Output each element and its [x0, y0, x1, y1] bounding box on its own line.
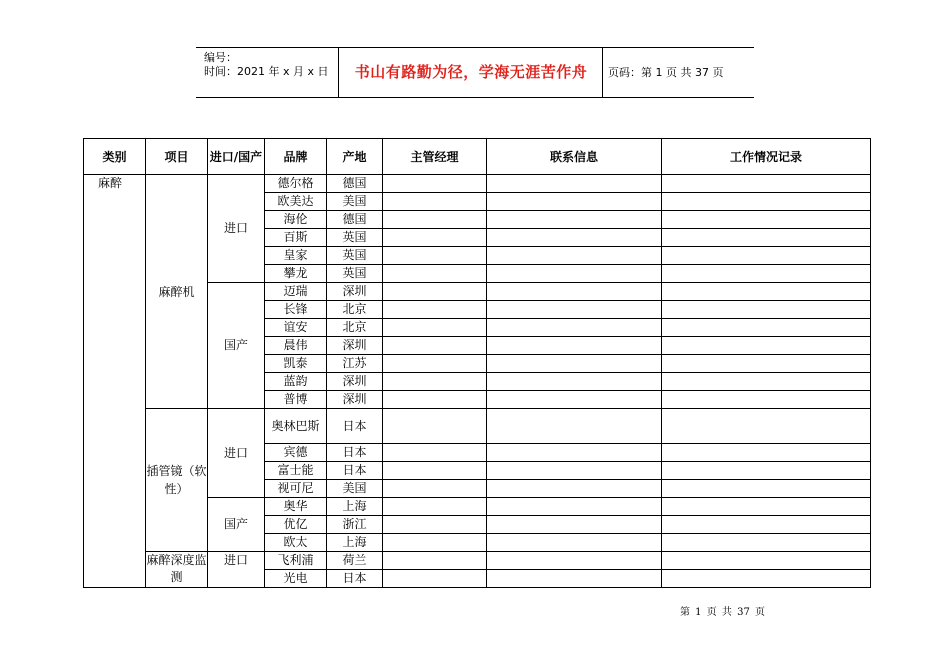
manager-cell[interactable]	[383, 498, 487, 516]
brand-cell: 普博	[265, 391, 327, 409]
brand-cell: 宾德	[265, 444, 327, 462]
contact-cell[interactable]	[487, 570, 662, 588]
brand-cell: 蓝韵	[265, 373, 327, 391]
contact-cell[interactable]	[487, 355, 662, 373]
record-cell[interactable]	[662, 409, 871, 444]
contact-cell[interactable]	[487, 534, 662, 552]
brand-cell: 奥华	[265, 498, 327, 516]
brand-cell: 迈瑞	[265, 283, 327, 301]
brand-cell: 攀龙	[265, 265, 327, 283]
header-category: 类别	[84, 139, 146, 175]
brand-cell: 谊安	[265, 319, 327, 337]
table-row	[84, 552, 871, 570]
contact-cell[interactable]	[487, 229, 662, 247]
table-header-row	[84, 139, 871, 175]
header-brand: 品牌	[265, 139, 327, 175]
manager-cell[interactable]	[383, 462, 487, 480]
origin-cell: 英国	[327, 229, 383, 247]
header-manager: 主管经理	[383, 139, 487, 175]
origin-cell: 德国	[327, 211, 383, 229]
item-anesthesia-machine: 麻醉机	[146, 175, 208, 409]
header-page-code: 页码：第 1 页 共 37 页	[608, 66, 724, 79]
contact-cell[interactable]	[487, 319, 662, 337]
origin-cell: 北京	[327, 301, 383, 319]
brand-cell: 光电	[265, 570, 327, 588]
contact-cell[interactable]	[487, 265, 662, 283]
record-cell[interactable]	[662, 229, 871, 247]
table-row	[84, 409, 871, 444]
origin-cell: 浙江	[327, 516, 383, 534]
time-label: 时间：2021 年 x 月 x 日	[204, 65, 329, 78]
record-cell[interactable]	[662, 534, 871, 552]
manager-cell[interactable]	[383, 552, 487, 570]
record-cell[interactable]	[662, 247, 871, 265]
origin-type-import: 进口	[208, 175, 265, 283]
record-cell[interactable]	[662, 265, 871, 283]
record-cell[interactable]	[662, 319, 871, 337]
manager-cell[interactable]	[383, 283, 487, 301]
record-cell[interactable]	[662, 373, 871, 391]
origin-cell: 英国	[327, 265, 383, 283]
brand-cell: 富士能	[265, 462, 327, 480]
record-cell[interactable]	[662, 462, 871, 480]
contact-cell[interactable]	[487, 498, 662, 516]
manager-cell[interactable]	[383, 516, 487, 534]
item-depth-monitor: 麻醉深度监测	[146, 552, 208, 588]
record-cell[interactable]	[662, 498, 871, 516]
origin-cell: 美国	[327, 193, 383, 211]
brand-cell: 皇家	[265, 247, 327, 265]
manager-cell[interactable]	[383, 570, 487, 588]
manager-cell[interactable]	[383, 229, 487, 247]
manager-cell[interactable]	[383, 319, 487, 337]
brand-cell: 飞利浦	[265, 552, 327, 570]
header-divider	[602, 48, 603, 97]
manager-cell[interactable]	[383, 175, 487, 193]
origin-type-import: 进口	[208, 552, 265, 588]
origin-cell: 深圳	[327, 283, 383, 301]
manager-cell[interactable]	[383, 373, 487, 391]
brand-cell: 长锋	[265, 301, 327, 319]
origin-cell: 日本	[327, 444, 383, 462]
contact-cell[interactable]	[487, 516, 662, 534]
brand-cell: 海伦	[265, 211, 327, 229]
brand-cell: 凯泰	[265, 355, 327, 373]
record-cell[interactable]	[662, 570, 871, 588]
manager-cell[interactable]	[383, 355, 487, 373]
brand-cell: 欧太	[265, 534, 327, 552]
contact-cell[interactable]	[487, 444, 662, 462]
contact-cell[interactable]	[487, 175, 662, 193]
manager-cell[interactable]	[383, 480, 487, 498]
origin-cell: 深圳	[327, 373, 383, 391]
origin-cell: 日本	[327, 409, 383, 444]
origin-cell: 深圳	[327, 391, 383, 409]
origin-cell: 上海	[327, 498, 383, 516]
origin-cell: 日本	[327, 570, 383, 588]
brand-cell: 晨伟	[265, 337, 327, 355]
contact-cell[interactable]	[487, 462, 662, 480]
manager-cell[interactable]	[383, 391, 487, 409]
category-cell: 麻醉	[84, 175, 146, 588]
contact-cell[interactable]	[487, 391, 662, 409]
number-label: 编号：	[204, 51, 237, 64]
brand-cell: 百斯	[265, 229, 327, 247]
contact-cell[interactable]	[487, 552, 662, 570]
origin-cell: 日本	[327, 462, 383, 480]
manager-cell[interactable]	[383, 444, 487, 462]
record-cell[interactable]	[662, 211, 871, 229]
origin-cell: 北京	[327, 319, 383, 337]
record-cell[interactable]	[662, 516, 871, 534]
origin-cell: 深圳	[327, 337, 383, 355]
origin-cell: 美国	[327, 480, 383, 498]
header-record: 工作情况记录	[662, 139, 871, 175]
contact-cell[interactable]	[487, 337, 662, 355]
origin-type-domestic: 国产	[208, 498, 265, 552]
origin-cell: 江苏	[327, 355, 383, 373]
contact-cell[interactable]	[487, 283, 662, 301]
record-cell[interactable]	[662, 283, 871, 301]
contact-cell[interactable]	[487, 409, 662, 444]
record-cell[interactable]	[662, 480, 871, 498]
item-intubation-scope: 插管镜（软性）	[146, 409, 208, 552]
brand-cell: 视可尼	[265, 480, 327, 498]
brand-cell: 优亿	[265, 516, 327, 534]
manager-cell[interactable]	[383, 534, 487, 552]
origin-cell: 荷兰	[327, 552, 383, 570]
record-cell[interactable]	[662, 337, 871, 355]
record-cell[interactable]	[662, 552, 871, 570]
header-origin-type: 进口/国产	[208, 139, 265, 175]
header-origin: 产地	[327, 139, 383, 175]
brand-cell: 德尔格	[265, 175, 327, 193]
origin-cell: 德国	[327, 175, 383, 193]
header-item: 项目	[146, 139, 208, 175]
contact-cell[interactable]	[487, 247, 662, 265]
record-cell[interactable]	[662, 301, 871, 319]
manager-cell[interactable]	[383, 301, 487, 319]
contact-cell[interactable]	[487, 211, 662, 229]
brand-cell: 奥林巴斯	[265, 409, 327, 444]
contact-cell[interactable]	[487, 301, 662, 319]
header-motto: 书山有路勤为径，学海无涯苦作舟	[354, 63, 588, 81]
origin-type-import: 进口	[208, 409, 265, 498]
contact-cell[interactable]	[487, 373, 662, 391]
origin-type-domestic: 国产	[208, 283, 265, 409]
record-cell[interactable]	[662, 193, 871, 211]
manager-cell[interactable]	[383, 409, 487, 444]
page-footer: 第 1 页 共 37 页	[680, 607, 765, 618]
contact-cell[interactable]	[487, 193, 662, 211]
manager-cell[interactable]	[383, 265, 487, 283]
equipment-table	[83, 138, 871, 588]
record-cell[interactable]	[662, 391, 871, 409]
record-cell[interactable]	[662, 175, 871, 193]
record-cell[interactable]	[662, 355, 871, 373]
manager-cell[interactable]	[383, 337, 487, 355]
origin-cell: 英国	[327, 247, 383, 265]
brand-cell: 欧美达	[265, 193, 327, 211]
manager-cell[interactable]	[383, 247, 487, 265]
contact-cell[interactable]	[487, 480, 662, 498]
header-contact: 联系信息	[487, 139, 662, 175]
manager-cell[interactable]	[383, 193, 487, 211]
manager-cell[interactable]	[383, 211, 487, 229]
origin-cell: 上海	[327, 534, 383, 552]
document-header	[196, 47, 754, 98]
record-cell[interactable]	[662, 444, 871, 462]
table-row	[84, 175, 871, 193]
header-meta	[204, 51, 329, 79]
